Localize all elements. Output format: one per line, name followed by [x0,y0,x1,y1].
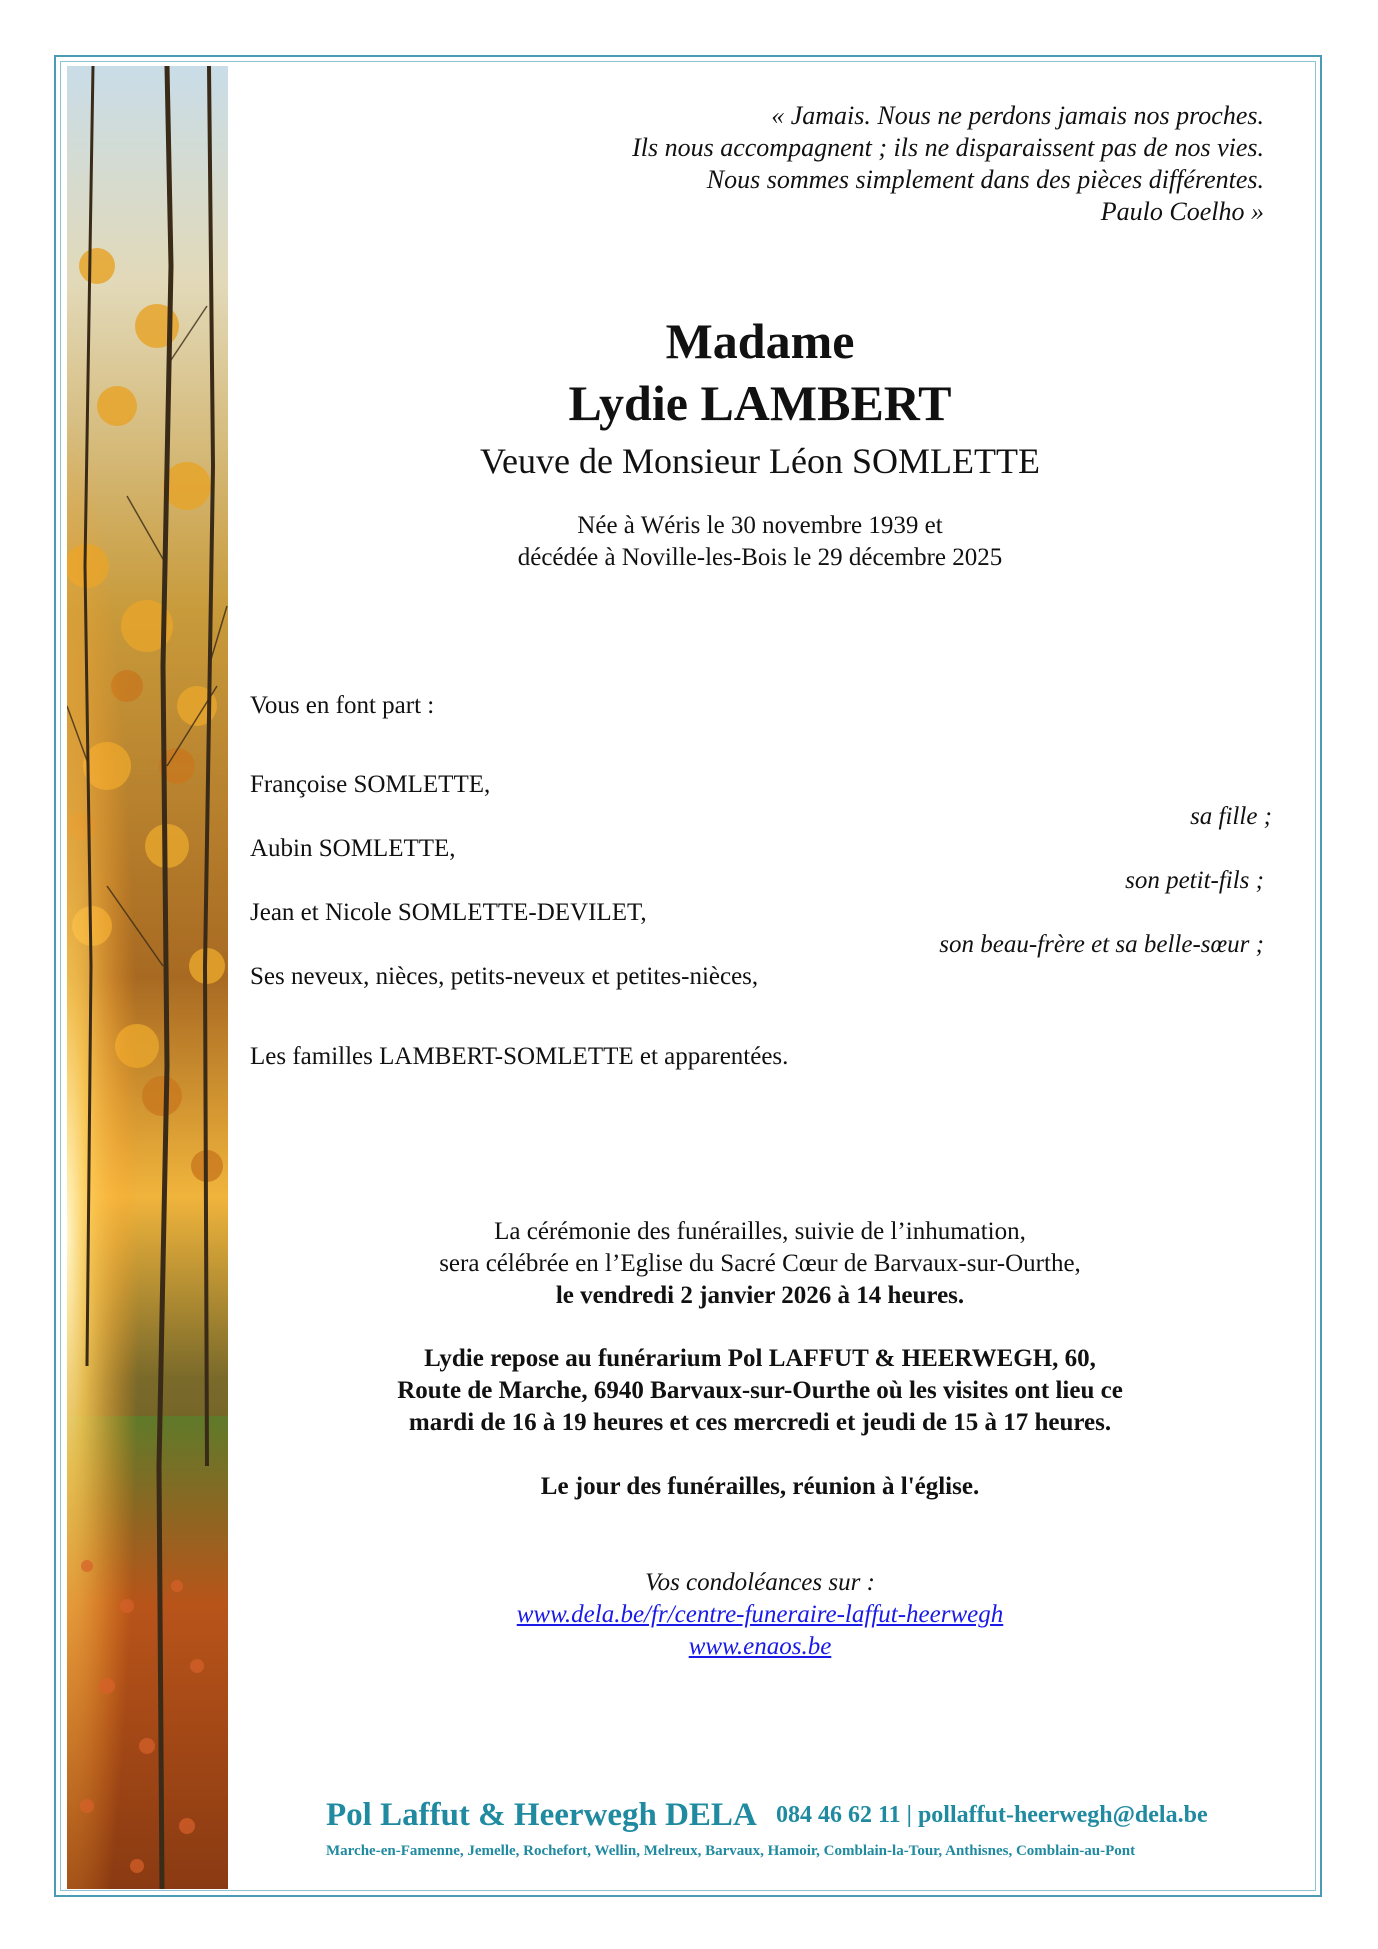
families-line: Les familles LAMBERT-SOMLETTE et apparentées. [250,1043,789,1070]
funeral-home-brand: Pol Laffut & Heerwegh DELA [326,1797,757,1833]
autumn-forest-image [67,66,228,1889]
ceremony-line: sera célébrée en l’Eglise du Sacré Cœur de Barvaux-sur-Ourthe, [439,1250,1081,1277]
deceased-name: Lydie LAMBERT [568,375,952,431]
family-member-name: Aubin SOMLETTE, [250,835,456,862]
family-member-relation: son petit-fils ; [1125,867,1264,894]
family-member-name: Ses neveux, nièces, petits-neveux et petites-nièces, [250,963,759,990]
reunion-note: Le jour des funérailles, réunion à l'église. [540,1473,980,1500]
family-member-name: Françoise SOMLETTE, [250,771,491,798]
funeral-home-towns: Marche-en-Famenne, Jemelle, Rochefort, Wellin, Melreux, Barvaux, Hamoir, Comblain-la-Tour, Anthisnes, Comblain-au-Pont [326,1843,1136,1859]
enaos-link[interactable]: www.enaos.be [688,1633,832,1660]
widow-of: Veuve de Monsieur Léon SOMLETTE [480,441,1040,481]
quote-author: Paulo Coelho » [1100,197,1264,226]
family-member-relation: son beau-frère et sa belle-sœur ; [939,931,1264,958]
birth-line: Née à Wéris le 30 novembre 1939 et [577,512,943,539]
condolences [250,1567,1270,1663]
ceremony-date: le vendredi 2 janvier 2026 à 14 heures. [555,1282,965,1309]
ceremony-line: La cérémonie des funérailles, suivie de l’inhumation, [494,1218,1026,1245]
funeral-home-contact: 084 46 62 11 | pollaffut-heerwegh@dela.be [776,1802,1208,1828]
family-member-name: Jean et Nicole SOMLETTE-DEVILET, [250,899,647,926]
dela-link[interactable]: www.dela.be/fr/centre-funeraire-laffut-heerwegh [516,1601,1004,1628]
family-member-relation: sa fille ; [1190,803,1272,830]
repose-line: Lydie repose au funérarium Pol LAFFUT & HEERWEGH, 60, [424,1345,1096,1372]
quote-line: Ils nous accompagnent ; ils ne disparaissent pas de nos vies. [632,133,1264,162]
honorific: Madame [665,313,855,369]
announcement-intro: Vous en font part : [250,692,435,719]
birth-death-dates [250,510,1270,574]
epigraph-quote [632,100,1264,228]
quote-line: Nous sommes simplement dans des pièces différentes. [706,165,1264,194]
repose-info [250,1343,1270,1439]
condolences-label: Vos condoléances sur : [645,1569,875,1596]
ceremony-info [250,1216,1270,1312]
quote-line: « Jamais. Nous ne perdons jamais nos proches. [771,101,1264,130]
repose-line: Route de Marche, 6940 Barvaux-sur-Ourthe où les visites ont lieu ce [397,1377,1123,1404]
death-line: décédée à Noville-les-Bois le 29 décembre 2025 [517,544,1003,571]
repose-line: mardi de 16 à 19 heures et ces mercredi et jeudi de 15 à 17 heures. [408,1409,1112,1436]
